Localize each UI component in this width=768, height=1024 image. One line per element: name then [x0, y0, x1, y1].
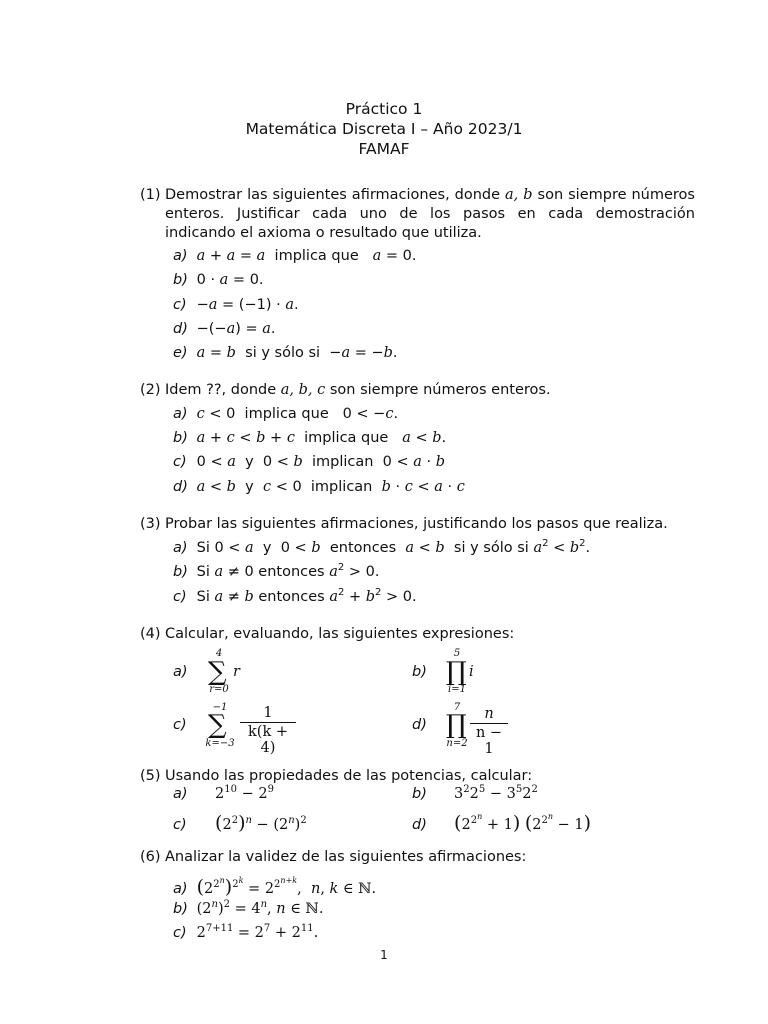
- title: Práctico 1: [345, 100, 423, 118]
- sum-lower-limit: r=0: [209, 684, 229, 695]
- exercise-number: (4): [140, 626, 161, 642]
- exercise-statement: Idem ??, donde a, b, c son siempre números enteros.: [165, 382, 551, 398]
- exercise-statement: Demostrar las siguientes afirmaciones, donde a, b son siempre números enteros. Justificar cada uno de los pasos en cada demostración indicando el axioma o resultado que utiliza.: [165, 187, 695, 241]
- sum-term: r: [233, 664, 240, 680]
- exercise-statement: Calcular, evaluando, las siguientes expresiones:: [165, 626, 515, 642]
- ex2-item-a: a) c < 0 implica que 0 < −c.: [173, 406, 399, 422]
- ex4-item-d-label: d): [412, 717, 427, 733]
- exercise-statement: Probar las siguientes afirmaciones, justificando los pasos que realiza.: [165, 516, 668, 532]
- ex2-item-d: d) a < b y c < 0 implican b · c < a · c: [173, 479, 465, 495]
- ex1-item-a: a) a + a = a implica que a = 0.: [173, 248, 417, 264]
- product-lower-limit: n=2: [446, 738, 468, 749]
- ex1-item-b: b) 0 · a = 0.: [173, 272, 264, 288]
- subtitle: Matemática Discreta I – Año 2023/1: [245, 120, 523, 138]
- ex6-item-a: a) $(2^{2^n})^{2^k} = 2^{2^{n+k}}$, n, k ∈ ℕ.: [173, 876, 377, 898]
- ex1-item-d: d) −(−a) = a.: [173, 321, 276, 337]
- page-number: 1: [380, 948, 388, 962]
- exercise-number: (5): [140, 768, 161, 784]
- exercise-number: (6): [140, 849, 161, 865]
- ex4-item-a-label: a): [173, 664, 188, 680]
- ex3-item-c: c) Si a ≠ b entonces $a^2 + b^2 > 0$.: [173, 587, 417, 605]
- ex5-item-b: b) $3^22^5 - 3^52^2$: [412, 784, 538, 802]
- numerator: 1: [263, 705, 273, 721]
- exercise-statement: Analizar la validez de las siguientes afirmaciones:: [165, 849, 527, 865]
- ex6-item-c: c) $2^{7+11} = 2^7 + 2^{11}$.: [173, 923, 319, 941]
- ex1-item-e: e) a = b si y sólo si −a = −b.: [173, 345, 398, 361]
- denominator: k(k + 4): [248, 724, 288, 756]
- ex5-item-c: c) $(2^2)^n - (2^n)^2$: [173, 812, 307, 834]
- exercise-number: (2): [140, 382, 161, 398]
- product-term: i: [469, 664, 474, 680]
- document-header: [0, 99, 768, 159]
- ex2-item-c: c) 0 < a y 0 < b implican 0 < a · b: [173, 454, 446, 470]
- summation-sign: ∑: [208, 710, 227, 740]
- ex3-item-b: b) Si a ≠ 0 entonces $a^2 > 0$.: [173, 562, 380, 580]
- product-sign: ∏: [446, 710, 467, 740]
- sum-lower-limit: k=−3: [205, 738, 235, 749]
- exercise-statement: Usando las propiedades de las potencias, calcular:: [165, 768, 533, 784]
- exercise-number: (3): [140, 516, 161, 532]
- ex1-item-c: c) −a = (−1) · a.: [173, 297, 299, 313]
- product-upper-limit: 7: [453, 702, 461, 713]
- exercise-number: (1): [140, 187, 161, 203]
- ex4-item-b-label: b): [412, 664, 427, 680]
- institution: FAMAF: [358, 140, 410, 158]
- ex6-item-b: b) $(2^n)^2 = 4^n$, n ∈ ℕ.: [173, 899, 324, 917]
- numerator: n: [484, 706, 494, 722]
- denominator: n − 1: [475, 725, 503, 757]
- product-upper-limit: 5: [453, 648, 461, 659]
- fraction: [470, 706, 508, 757]
- ex3-item-a: a) Si 0 < a y 0 < b entonces a < b si y sólo si $a^2 < b^2$.: [173, 538, 591, 556]
- ex5-item-a: a) $2^{10} - 2^9$: [173, 784, 274, 802]
- sum-upper-limit: −1: [212, 702, 228, 713]
- ex5-item-d: d) $(2^{2^n} + 1) (2^{2^n} - 1)$: [412, 812, 592, 834]
- ex2-item-b: b) a + c < b + c implica que a < b.: [173, 430, 447, 446]
- ex4-item-c-label: c): [173, 717, 187, 733]
- fraction: [240, 705, 296, 756]
- product-sign: ∏: [446, 657, 467, 687]
- summation-sign: ∑: [208, 657, 227, 687]
- sum-upper-limit: 4: [215, 648, 223, 659]
- product-lower-limit: i=1: [448, 684, 466, 695]
